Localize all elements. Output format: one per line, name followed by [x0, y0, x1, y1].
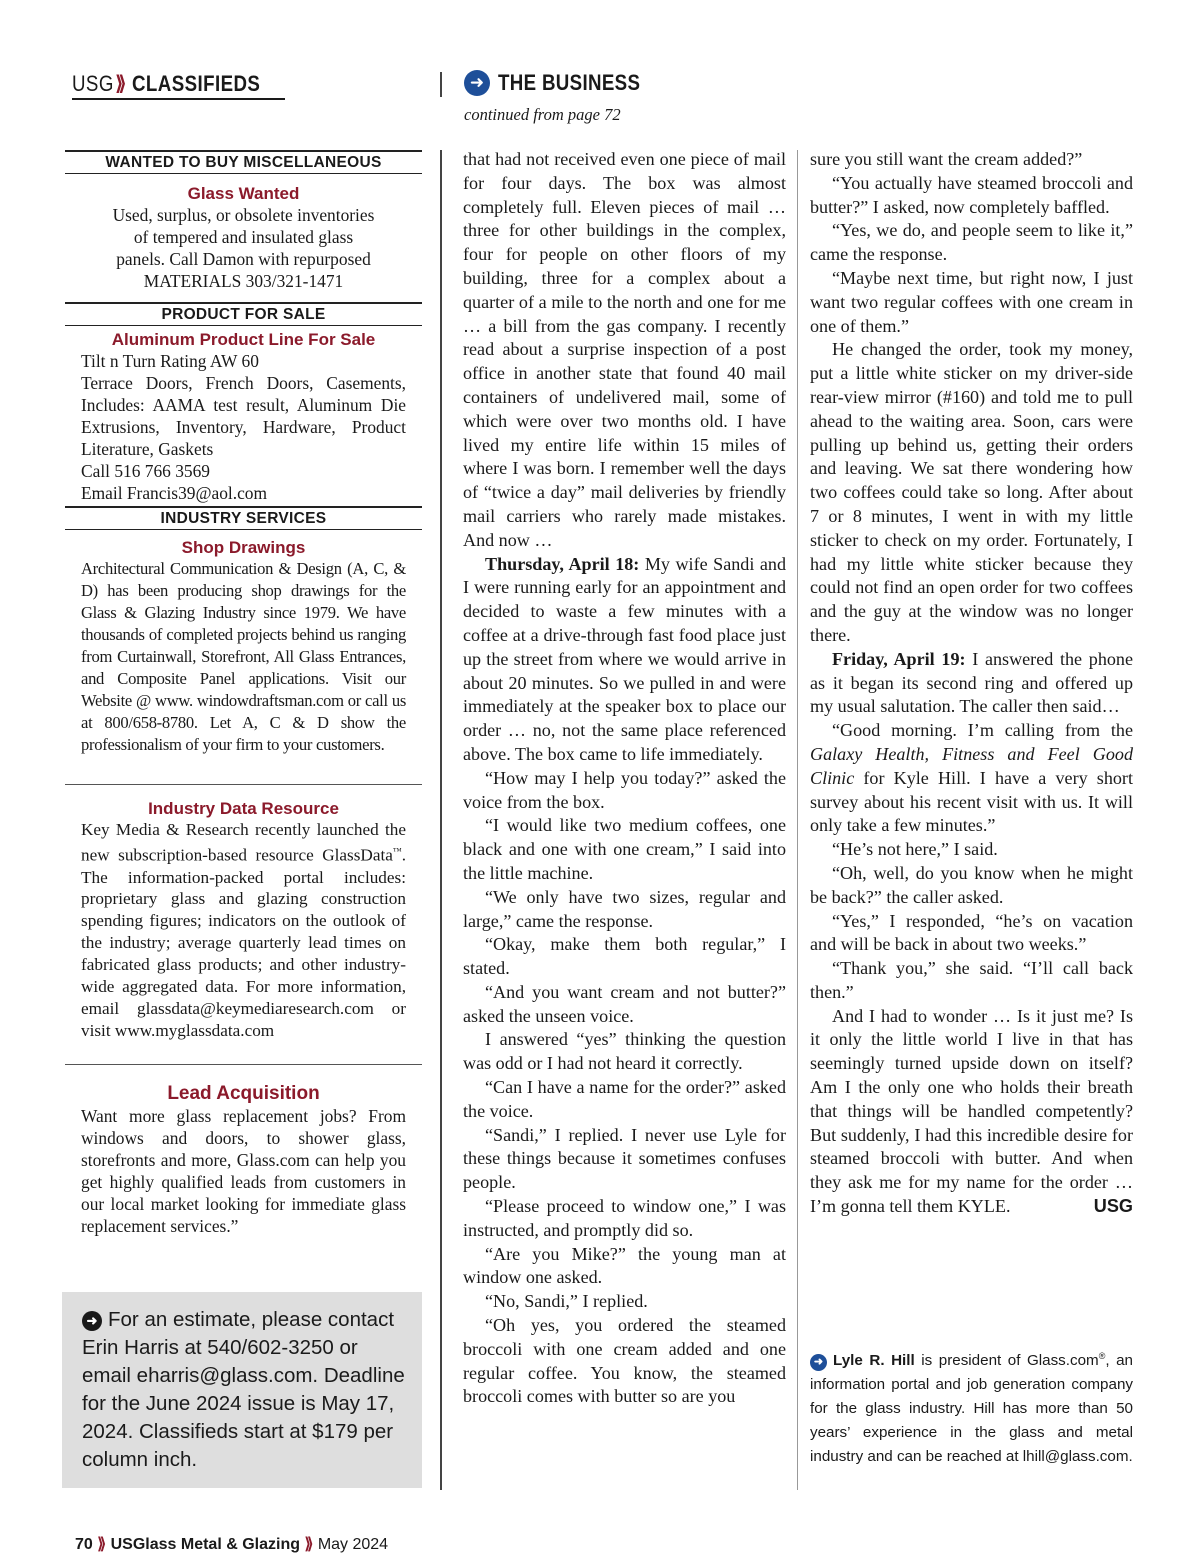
paragraph: “Can I have a name for the order?” asked the voice. [463, 1077, 786, 1121]
registered-mark: ® [1098, 1351, 1106, 1361]
paragraph: sure you still want the cream added?” [810, 149, 1083, 169]
estimate-box [62, 1292, 422, 1488]
bio-text: is president of Glass.com [914, 1352, 1099, 1370]
date-lead: Thursday, April 18: [485, 553, 640, 574]
chevron-icon: ⟫ [115, 73, 127, 95]
paragraph-text: And I had to wonder … Is it just me? Is it only the little world I live in that has seemingly turned upside down on itself? Am I the only one who holds their breath that things will be handled competently? But suddenly, I had this incredible desire for steamed broccoli with butter. And when they ask me for my name for the order … I’m gonna tell them KYLE. [810, 1005, 1133, 1217]
ad-body-lead: Want more glass replacement jobs? From windows and doors, to shower glass, storefronts and more, Glass.com can help you get highly qualified leads from customers in our local market looking for immediate glass replacement services.” [81, 1105, 406, 1236]
paragraph: “How may I help you today?” asked the voice from the box. [463, 767, 786, 812]
ad-line: Terrace Doors, French Doors, Casements, Includes: AAMA test result, Aluminum Die Extrusions, Inventory, Hardware, Product Literature, Gaskets [81, 373, 406, 459]
ad-body-data-resource [65, 819, 422, 1042]
paragraph: “Maybe next time, but right now, I just want two regular coffees with one cream in one of them.” [810, 267, 1133, 336]
author-bio [810, 1344, 1133, 1469]
ad-line: MATERIALS 303/321-1471 [143, 271, 344, 291]
ad-body-glass-wanted [65, 204, 422, 292]
arrow-right-icon: ➜ [82, 1311, 102, 1331]
paragraph-text: I answered the phone as it began its second ring and offered up my usual salutation. The caller then said… [810, 648, 1133, 717]
paragraph [810, 1005, 1133, 1219]
paragraph: He changed the order, took my money, put a little white sticker on my driver-side rear-view mirror (#160) and told me to pull ahead to the waiting area. Soon, cars were pulling up behind us, getting their orders and leaving. We sat there wondering how two coffees could take so long. After about 7 or 8 minutes, I went in with my little sticker to check on my order. Fortunately, I had my little white sticker because they could not find an open order for two coffees and the guy at the window was no longer there. [810, 339, 1133, 645]
ad-title-glass-wanted: Glass Wanted [187, 184, 300, 203]
author-name: Lyle R. Hill [833, 1352, 915, 1370]
paragraph: “Yes,” I responded, “he’s on vacation and will be back in about two weeks.” [810, 910, 1133, 955]
section-label: CLASSIFIEDS [132, 71, 261, 96]
paragraph: “Are you Mike?” the young man at window one asked. [463, 1243, 786, 1288]
paragraph: that had not received even one piece of mail for four days. The box was almost completely full. Eleven pieces of mail … three for other buildings in the complex, four for people on other floors of my building, three for a complex about a quarter of a mile to the north and one for me … a bill from the gas company. I recently read about a surprise inspection of a post office in another state that found 40 mail containers of undelivered mail, some of which were over two months old. I have lived my entire life within 15 miles of where I was born. I remember well the days of “twice a day” mail deliveries by friendly mail carriers who rarely made mistakes. And now … [463, 149, 786, 550]
trademark-mark: ™ [392, 845, 402, 856]
section-heading-services: INDUSTRY SERVICES [65, 506, 422, 530]
ad-divider [65, 784, 422, 785]
paragraph: I answered “yes” thinking the question was odd or I had not heard it correctly. [463, 1029, 786, 1074]
clinic-name: Galaxy Health, Fitness and Feel Good Clinic [810, 743, 1133, 788]
ad-text: . The information-packed portal includes: proprietary glass and glazing construction spending figures; indicators on the outlook of the industry; average quarterly lead times on fabricated glass products; and other industry-wide aggregated data. For more information, email glassdata@keymediaresearch.com or visit www.myglassdata.com [81, 845, 406, 1040]
business-header [464, 70, 665, 96]
paragraph-text: for Kyle Hill. I have a very short survey about his recent visit with us. It will only take a few minutes.” [810, 767, 1133, 836]
ad-line: of tempered and insulated glass [133, 227, 354, 247]
ad-line: Call 516 766 3569 [81, 461, 210, 481]
business-title: THE BUSINESS [498, 70, 641, 95]
ad-title-data-resource: Industry Data Resource [148, 799, 339, 818]
paragraph-text: My wife Sandi and I were running early for an appointment and decided to waste a few minutes with a coffee at a drive-through fast food place just up the street from where we would arrive in about 20 minutes. So we pulled in and were immediately at the speaker box to place our order … no, not the same place referenced above. The box came to life immediately. [463, 553, 786, 764]
continued-note: continued from page 72 [464, 105, 621, 124]
paragraph: “Please proceed to window one,” I was instructed, and promptly did so. [463, 1196, 786, 1240]
ad-text: Key Media & Research recently launched the new subscription-based resource GlassData [81, 820, 406, 865]
page-number: 70 [75, 1536, 93, 1553]
paragraph: “Okay, make them both regular,” I stated. [463, 934, 786, 979]
paragraph [810, 648, 1133, 719]
end-mark: USG [1093, 1196, 1133, 1217]
brand-label: USG [72, 71, 114, 96]
chevron-icon: ⟫ [97, 1536, 107, 1553]
ad-title-aluminum: Aluminum Product Line For Sale [111, 330, 376, 349]
ad-title-shop-drawings: Shop Drawings [181, 538, 306, 557]
paragraph: “And you want cream and not butter?” asked the unseen voice. [463, 981, 786, 1026]
paragraph: “No, Sandi,” I replied. [485, 1291, 648, 1312]
paragraph: “Sandi,” I replied. I never use Lyle for these things because it sometimes confuses people. [463, 1124, 786, 1193]
estimate-text: For an estimate, please contact Erin Harris at 540/602-3250 or email eharris@glass.com. Deadline for the June 2024 issue is May 17, 2024. Classifieds start at $179 per column inch. [82, 1308, 405, 1471]
paragraph: “Thank you,” she said. “I’ll call back then.” [810, 958, 1133, 1002]
ad-line: panels. Call Damon with repurposed [116, 249, 371, 269]
magazine-name: USGlass Metal & Glazing [110, 1536, 300, 1553]
arrow-right-icon: ➜ [464, 70, 490, 96]
ad-title-lead: Lead Acquisition [167, 1082, 320, 1104]
paragraph [810, 719, 1133, 838]
date-lead: Friday, April 19: [832, 648, 966, 669]
classifieds-header [72, 70, 285, 100]
ad-divider [65, 1064, 422, 1065]
paragraph: “Yes, we do, and people seem to like it,” came the response. [810, 220, 1133, 265]
article-column-2 [810, 148, 1133, 1219]
paragraph: “I would like two medium coffees, one black and one with one cream,” I said into the little machine. [463, 815, 786, 883]
classifieds-column [65, 150, 422, 1237]
bio-text: , an information portal and job generation company for the glass industry. Hill has more than 50 years’ experience in the glass and metal industry and can be reached at lhill@glass.com. [810, 1352, 1133, 1466]
column-divider-left [440, 150, 442, 1490]
paragraph: “Oh yes, you ordered the steamed broccoli with one cream added and one regular coffee. You know, the steamed broccoli comes with butter so are you [463, 1315, 786, 1407]
page-footer [75, 1534, 388, 1554]
ad-line: Email Francis39@aol.com [81, 483, 268, 503]
column-divider-right [797, 150, 798, 1490]
ad-body-aluminum [65, 350, 422, 504]
issue-date: May 2024 [317, 1536, 389, 1553]
paragraph-text: “Good morning. I’m calling from the [832, 720, 1133, 741]
ad-body-shop-drawings: Architectural Communication & Design (A, C, & D) has been producing shop drawings for the Glass & Glazing Industry since 1979. We have thousands of completed projects behind us ranging from Curtainwall, Storefront, All Glass Entrances, and Composite Panel applications. Visit our Website @ www. windowdraftsman.com or call us at 800/658-8780. Let A, C & D show the professionalism of your firm to your customers. [81, 559, 406, 754]
arrow-right-icon: ➜ [810, 1354, 827, 1371]
chevron-icon: ⟫ [304, 1536, 314, 1553]
paragraph [463, 553, 786, 767]
paragraph: “He’s not here,” I said. [832, 839, 998, 860]
ad-line: Tilt n Turn Rating AW 60 [81, 351, 259, 371]
section-heading-product: PRODUCT FOR SALE [65, 302, 422, 326]
paragraph: “Oh, well, do you know when he might be back?” the caller asked. [810, 862, 1133, 907]
article-column-1 [463, 148, 786, 1409]
column-divider-top [440, 72, 442, 97]
paragraph: “You actually have steamed broccoli and butter?” I asked, now completely baffled. [810, 172, 1133, 217]
section-heading-wanted: WANTED TO BUY MISCELLANEOUS [65, 150, 422, 174]
ad-line: Used, surplus, or obsolete inventories [112, 205, 375, 225]
paragraph: “We only have two sizes, regular and large,” came the response. [463, 886, 786, 931]
